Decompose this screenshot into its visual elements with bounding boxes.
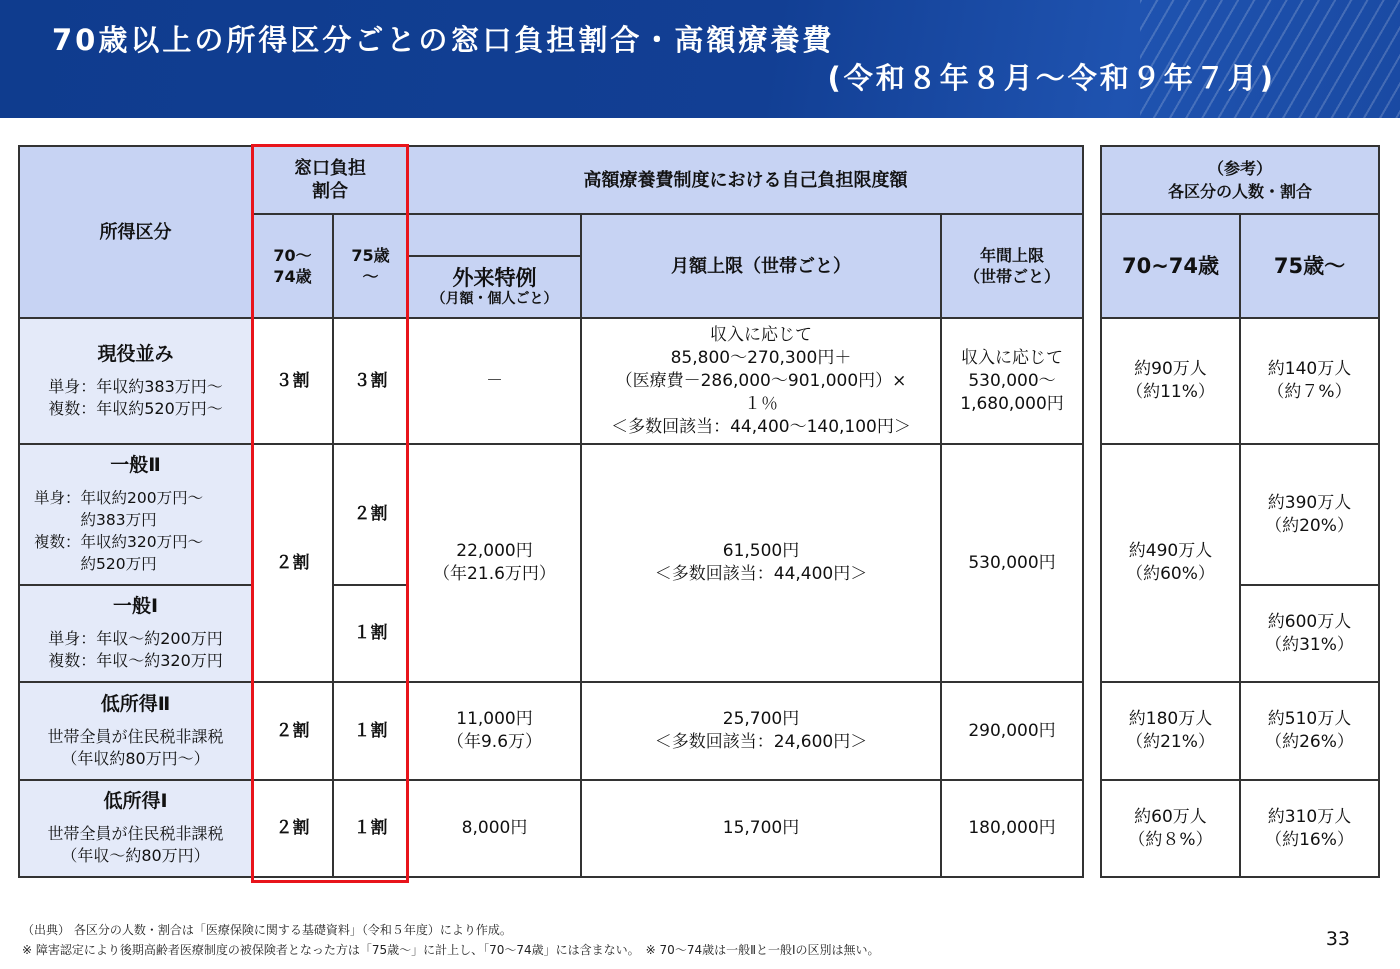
ref-general1-75: 約600万人 （約31%） [1240,585,1379,682]
page-number: 33 [1325,928,1350,950]
header-outpatient-top [408,214,581,256]
row-name-general2: 一般Ⅱ [110,454,161,476]
ref-active-70: 約90万人 （約11%） [1101,318,1240,444]
annual-low1: 180,000円 [941,780,1083,877]
header-outpatient-sublabel: （月額・個人ごと） [431,290,558,307]
table-row [19,780,1083,877]
row-name-general1: 一般Ⅰ [112,595,159,617]
reference-population-table [1100,145,1380,878]
copay-70-general: ２割 [252,444,333,682]
copay-limit-table [18,145,1084,878]
monthly-low2: 25,700円 ＜多数回該当：24,600円＞ [581,682,941,780]
table-row [19,444,1083,585]
monthly-low1: 15,700円 [581,780,941,877]
table-row [1101,682,1379,780]
header-outpatient-label: 外来特例 [452,265,537,290]
footnote-remarks: ※ 障害認定により後期高齢者医療制度の被保険者となった方は「75歳～」に計上し、「70～74歳」には含まない。 ※ 70～74歳は一般Ⅱと一般Ⅰの区別は無い。 [22,943,880,957]
copay-70-low1: ２割 [252,780,333,877]
copay-75-general1: １割 [333,585,408,682]
ref-low1-70: 約60万人 （約８%） [1101,780,1240,877]
header-annual-limit: 年間上限 （世帯ごと） [941,214,1083,318]
header-outpatient [408,256,581,318]
header-copay-ratio: 窓口負担 割合 [252,146,408,214]
ref-general-70: 約490万人 （約60%） [1101,444,1240,682]
copay-70-active: ３割 [252,318,333,444]
row-label-low1 [19,780,252,877]
outpatient-active: － [408,318,581,444]
monthly-general: 61,500円 ＜多数回該当：44,400円＞ [581,444,941,682]
copay-70-low2: ２割 [252,682,333,780]
ref-low2-70: 約180万人 （約21%） [1101,682,1240,780]
ref-low1-75: 約310万人 （約16%） [1240,780,1379,877]
copay-75-low2: １割 [333,682,408,780]
page-title: 70歳以上の所得区分ごとの窓口負担割合・高額療養費 [52,23,835,57]
header-ref-75: 75歳～ [1240,214,1379,318]
row-label-general2 [19,444,252,585]
header-monthly-limit: 月額上限（世帯ごと） [581,214,941,318]
row-label-active [19,318,252,444]
row-label-low2 [19,682,252,780]
outpatient-low2: 11,000円 （年9.6万） [408,682,581,780]
annual-active: 収入に応じて 530,000～ 1,680,000円 [941,318,1083,444]
header-copay-75: 75歳 ～ [333,214,408,318]
outpatient-low1: 8,000円 [408,780,581,877]
header-copay-70-74: 70～ 74歳 [252,214,333,318]
copay-75-low1: １割 [333,780,408,877]
table-row [1101,780,1379,877]
row-desc-low2: 世帯全員が住民税非課税 （年収約80万円～） [47,726,224,768]
monthly-active: 収入に応じて 85,800～270,300円＋ （医療費－286,000～901,000円）× １％ ＜多数回該当：44,400～140,100円＞ [581,318,941,444]
copay-75-active: ３割 [333,318,408,444]
table-row [19,318,1083,444]
header-reference: （参考） 各区分の人数・割合 [1101,146,1379,214]
annual-general: 530,000円 [941,444,1083,682]
row-label-general1 [19,585,252,682]
annual-low2: 290,000円 [941,682,1083,780]
copay-75-general2: ２割 [333,444,408,585]
row-name-active: 現役並み [97,342,174,365]
title-banner [0,0,1400,118]
footnote-source: （出典） 各区分の人数・割合は「医療保険に関する基礎資料」（令和５年度）により作成。 [22,923,512,937]
ref-low2-75: 約510万人 （約26%） [1240,682,1379,780]
ref-active-75: 約140万人 （約７%） [1240,318,1379,444]
header-limit: 高額療養費制度における自己負担限度額 [408,146,1083,214]
row-desc-low1: 世帯全員が住民税非課税 （年収～約80万円） [47,824,224,865]
outpatient-general: 22,000円 （年21.6万円） [408,444,581,682]
table-row [19,682,1083,780]
header-income-category: 所得区分 [19,146,252,318]
table-row [1101,444,1379,585]
header-ref-70-74: 70~74歳 [1101,214,1240,318]
row-name-low2: 低所得Ⅱ [100,692,171,715]
row-desc-active: 単身：年収約383万円～ 複数：年収約520万円～ [48,376,223,418]
table-row [1101,318,1379,444]
row-desc-general1: 単身：年収～約200万円 複数：年収～約320万円 [48,629,223,670]
page-subtitle: (令和８年８月～令和９年７月) [827,61,1276,95]
ref-general2-75: 約390万人 （約20%） [1240,444,1379,585]
row-desc-general2: 単身：年収約200万円～ 約383万円 複数：年収約320万円～ 約520万円 [34,489,204,573]
row-name-low1: 低所得Ⅰ [103,790,168,812]
